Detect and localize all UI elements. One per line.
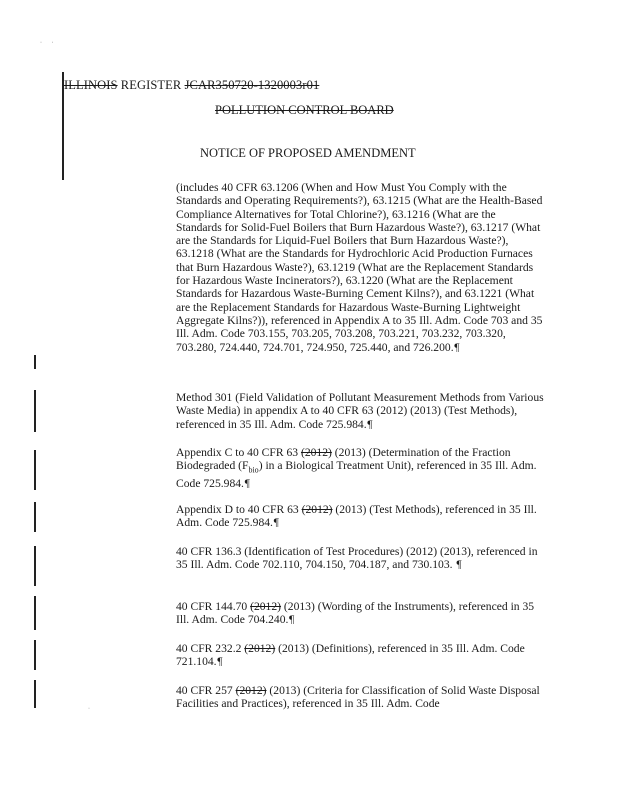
revision-bar [34,546,36,586]
paragraph-text: ¶ [288,615,295,627]
paragraph-text: Method 301 (Field Validation of Pollutant Measurement Methods from Various Waste Media) in appendix A to 40 CFR 63 (2012) (2013) (Test Methods), referenced in 35 Ill. Adm. Code 725.984. [176,391,544,431]
paragraph-text: (2013) (Wording of the Instruments), referenced in 35 Ill. Adm. Code 704.240. [176,600,535,627]
notice-title: NOTICE OF PROPOSED AMENDMENT [200,146,416,160]
paragraph-text: (2013) (Definitions), referenced in 35 Ill. Adm. Code 721.104. [176,642,525,669]
paragraph-text: (2013) (Determination of the Fraction Biodegraded (F [176,446,511,473]
paragraph-text: ¶ [366,419,373,431]
deleted-text: (2012) [301,503,333,516]
register-prefix: ILLINOIS [64,78,118,92]
revision-bar [34,640,36,670]
paragraph [176,600,544,628]
paragraph-text: ) in a Biological Treatment Unit), referenced in 35 Ill. Adm. Code 725.984. [176,459,537,490]
paragraph [176,181,544,355]
paragraph-text: Appendix C to 40 CFR 63 [176,446,301,459]
deleted-text: (2012) [300,446,332,459]
paragraph-text: (2013) (Test Methods), referenced in 35 Ill. Adm. Code 725.984. [176,503,537,530]
paragraph [176,545,544,573]
paragraph [176,684,544,711]
paragraph-text: ¶ [452,560,463,572]
paragraph-text: ¶ [243,478,251,490]
revision-bar [34,355,36,369]
register-label: REGISTER [117,78,185,92]
paragraph [176,446,544,491]
register-header [64,78,319,93]
paragraph [176,391,544,432]
paragraph-text: (includes 40 CFR 63.1206 (When and How Must You Comply with the Standards and Operating Requirements?), 63.1215 (What are the Health-Based Compliance Alternatives for Total Chlorine?), 63.1216 (What are the Standards for Solid-Fuel Boilers that Burn Hazardous Waste?), 63.1217 (What are the Standards for Liquid-Fuel Boilers that Burn Hazardous Waste?), 63.1218 (What are the Standards for Hydrochloric Acid Production Furnaces that Burn Hazardous Waste?), 63.1219 (What are the Replacement Standards for Hazardous Waste Incinerators?), 63.1220 (What are the Replacement Standards for Hazardous Waste-Burning Cement Kilns?), and 63.1221 (What are the Replacement Standards for Hazardous Waste-Burning Lightweight Aggregate Kilns?)), referenced in Appendix A to 35 Ill. Adm. Code 703 and 35 Ill. Adm. Code 703.155, 703.205, 703.208, 703.221, 703.232, 703.320, 703.280, 724.440, 724.701, 724.950, 725.440, and 726.200. [176,181,543,354]
revision-bar [34,680,36,708]
deleted-text: (2012) [244,642,276,655]
paragraph-text: Appendix D to 40 CFR 63 [176,503,302,516]
revision-bar [34,596,36,630]
scan-artifact: · · [40,40,58,46]
paragraph-text: 40 CFR 232.2 [176,642,245,655]
paragraph-text: 40 CFR 257 [176,684,236,697]
paragraph-text: (2013) (Criteria for Classification of Solid Waste Disposal Facilities and Practices), referenced in 35 Ill. Adm. Code [176,684,540,711]
paragraph-text: ¶ [453,342,460,354]
paragraph-text: ¶ [272,518,280,530]
revision-bar [34,502,36,532]
scan-artifact: · [88,706,90,712]
doc-code: JCAR350720-1320003r01 [184,78,320,92]
deleted-text: (2012) [235,684,267,697]
paragraph [176,503,544,531]
paragraph-text: bio [248,465,259,475]
deleted-text: (2012) [250,600,282,613]
revision-bar [62,72,64,180]
revision-bar [34,450,36,490]
paragraph [176,642,544,670]
board-title: POLLUTION CONTROL BOARD [215,103,394,117]
paragraph-text: ¶ [216,657,223,669]
revision-bar [34,390,36,432]
paragraph-text: 40 CFR 144.70 [176,600,251,613]
paragraph-text: 40 CFR 136.3 (Identification of Test Procedures) (2012) (2013), referenced in 35 Ill. Adm. Code 702.110, 704.150, 704.187, and 730.103. [176,545,538,572]
